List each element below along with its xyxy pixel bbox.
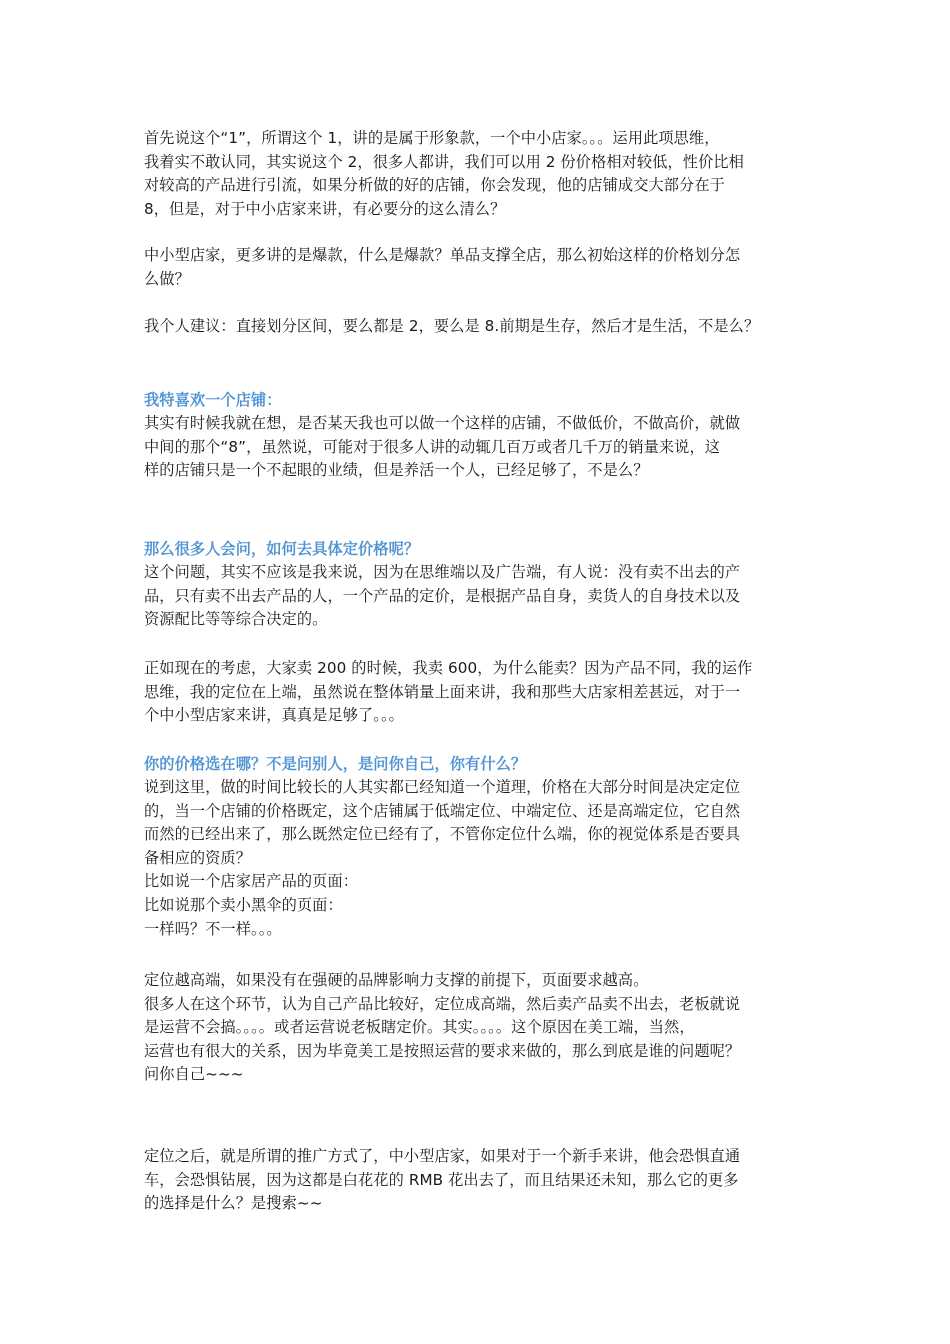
text-line: 其实有时候我就在想，是否某天我也可以做一个这样的店铺，不做低价，不做高价，就做 bbox=[144, 414, 741, 432]
text-line: 车，会恐惧钻展，因为这都是白花花的 RMB 花出去了，而且结果还未知，那么它的更多 bbox=[144, 1170, 739, 1189]
text-line: 的，当一个店铺的价格既定，这个店铺属于低端定位、中端定位、还是高端定位，它自然 bbox=[144, 801, 741, 820]
text-line: 个中小型店家来讲，真真是足够了。。。 bbox=[144, 706, 404, 725]
paragraph bbox=[144, 969, 824, 1087]
text-line: 我特喜欢一个店铺： bbox=[144, 391, 282, 409]
text-line: 8，但是，对于中小店家来讲，有必要分的这么清么？ bbox=[144, 199, 506, 218]
text-line: 品，只有卖不出去产品的人，一个产品的定价，是根据产品自身，卖货人的自身技术以及 bbox=[144, 586, 741, 605]
paragraph bbox=[144, 315, 824, 339]
text-line: 么做？ bbox=[144, 269, 190, 288]
section-heading bbox=[144, 389, 824, 413]
text-line: 中间的那个“8”，虽然说，可能对于很多人讲的动辄几百万或者几千万的销量来说，这 bbox=[144, 437, 721, 456]
text-line: 的选择是什么？是搜索~~ bbox=[144, 1194, 323, 1213]
text-line: 备相应的资质？ bbox=[144, 848, 252, 867]
text-line: 样的店铺只是一个不起眼的业绩，但是养活一个人，已经足够了，不是么？ bbox=[144, 461, 649, 480]
text-line: 我个人建议：直接划分区间，要么都是 2，要么是 8.前期是生存，然后才是生活，不是么？ bbox=[144, 317, 760, 335]
text-line: 定位之后，就是所谓的推广方式了，中小型店家，如果对于一个新手来讲，他会恐惧直通 bbox=[144, 1147, 741, 1165]
section-heading bbox=[144, 538, 824, 562]
text-line: 很多人在这个环节，认为自己产品比较好，定位成高端，然后卖产品卖不出去，老板就说 bbox=[144, 994, 741, 1013]
text-line: 问你自己~~~ bbox=[144, 1065, 244, 1084]
text-line: 一样吗？不一样。。。 bbox=[144, 919, 282, 938]
section-heading bbox=[144, 753, 824, 777]
paragraph bbox=[144, 412, 824, 483]
text-line: 比如说一个店家居产品的页面： bbox=[144, 872, 359, 891]
text-line: 比如说那个卖小黑伞的页面： bbox=[144, 895, 343, 914]
text-line: 而然的已经出来了，那么既然定位已经有了，不管你定位什么端，你的视觉体系是否要具 bbox=[144, 825, 741, 844]
paragraph bbox=[144, 561, 824, 632]
text-line: 正如现在的考虑，大家卖 200 的时候，我卖 600，为什么能卖？因为产品不同，我的运作 bbox=[144, 659, 753, 677]
text-line: 你的价格选在哪？不是问别人，是问你自己，你有什么？ bbox=[144, 755, 527, 773]
text-line: 对较高的产品进行引流，如果分析做的好的店铺，你会发现，他的店铺成交大部分在于 bbox=[144, 176, 725, 195]
paragraph bbox=[144, 127, 824, 221]
text-line: 这个问题，其实不应该是我来说，因为在思维端以及广告端，有人说：没有卖不出去的产 bbox=[144, 563, 741, 581]
text-line: 首先说这个“1”，所谓这个 1，讲的是属于形象款，一个中小店家。。。运用此项思维， bbox=[144, 129, 720, 147]
text-line: 是运营不会搞。。。。或者运营说老板瞎定价。其实。。。。这个原因在美工端，当然， bbox=[144, 1018, 695, 1037]
paragraph bbox=[144, 1145, 824, 1216]
paragraph bbox=[144, 244, 824, 291]
text-line: 那么很多人会问，如何去具体定价格呢？ bbox=[144, 540, 420, 558]
text-line: 运营也有很大的关系，因为毕竟美工是按照运营的要求来做的，那么到底是谁的问题呢？ bbox=[144, 1041, 741, 1060]
text-line: 说到这里，做的时间比较长的人其实都已经知道一个道理，价格在大部分时间是决定定位 bbox=[144, 778, 741, 796]
paragraph bbox=[144, 657, 824, 728]
text-line: 定位越高端，如果没有在强硬的品牌影响力支撑的前提下，页面要求越高。 bbox=[144, 971, 649, 989]
text-line: 资源配比等等综合决定的。 bbox=[144, 610, 328, 629]
text-line: 思维，我的定位在上端，虽然说在整体销量上面来讲，我和那些大店家相差甚远，对于一 bbox=[144, 682, 741, 701]
text-line: 我着实不敢认同，其实说这个 2，很多人都讲，我们可以用 2 份价格相对较低，性价比相 bbox=[144, 152, 744, 171]
paragraph bbox=[144, 776, 824, 941]
text-line: 中小型店家，更多讲的是爆款，什么是爆款？单品支撑全店，那么初始这样的价格划分怎 bbox=[144, 246, 741, 264]
